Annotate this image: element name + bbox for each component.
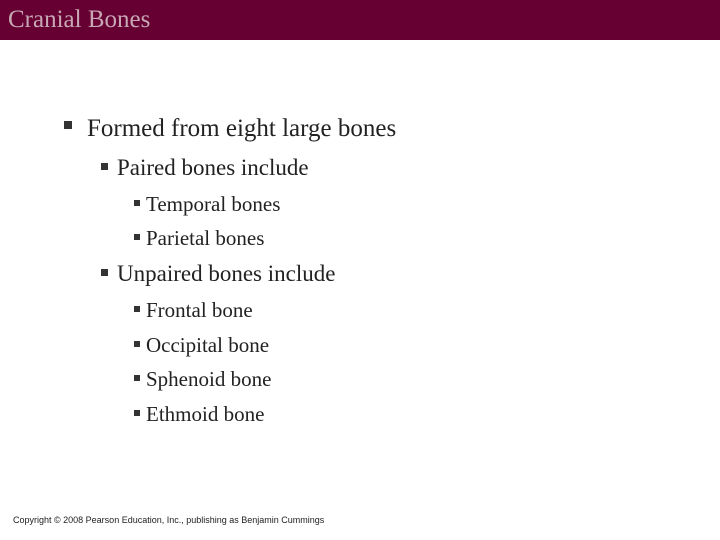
bullet-sphenoid-text: Sphenoid bone — [146, 367, 272, 391]
square-bullet-icon — [101, 163, 108, 170]
square-bullet-icon — [134, 306, 140, 312]
square-bullet-icon — [134, 410, 140, 416]
bullet-ethmoid — [134, 401, 264, 427]
bullet-unpaired-text: Unpaired bones include — [117, 261, 336, 286]
square-bullet-icon — [134, 200, 140, 206]
slide-title: Cranial Bones — [8, 6, 151, 33]
square-bullet-icon — [134, 234, 140, 240]
bullet-frontal-text: Frontal bone — [146, 298, 253, 322]
bullet-parietal — [134, 225, 264, 251]
bullet-sphenoid — [134, 366, 271, 392]
square-bullet-icon — [64, 121, 72, 129]
square-bullet-icon — [134, 375, 140, 381]
bullet-frontal — [134, 297, 253, 323]
bullet-temporal — [134, 191, 280, 217]
bullet-temporal-text: Temporal bones — [146, 192, 281, 216]
square-bullet-icon — [134, 341, 140, 347]
bullet-paired-text: Paired bones include — [117, 155, 309, 180]
bullet-parietal-text: Parietal bones — [146, 226, 265, 250]
bullet-ethmoid-text: Ethmoid bone — [146, 402, 265, 426]
bullet-occipital-text: Occipital bone — [146, 333, 270, 357]
bullet-paired — [101, 154, 309, 182]
bullet-occipital — [134, 332, 269, 358]
copyright-notice: Copyright © 2008 Pearson Education, Inc., publishing as Benjamin Cummings — [13, 515, 325, 525]
bullet-main-text: Formed from eight large bones — [87, 115, 397, 142]
bullet-main — [64, 114, 396, 144]
title-bar — [0, 0, 720, 40]
bullet-unpaired — [101, 260, 335, 288]
square-bullet-icon — [101, 269, 108, 276]
